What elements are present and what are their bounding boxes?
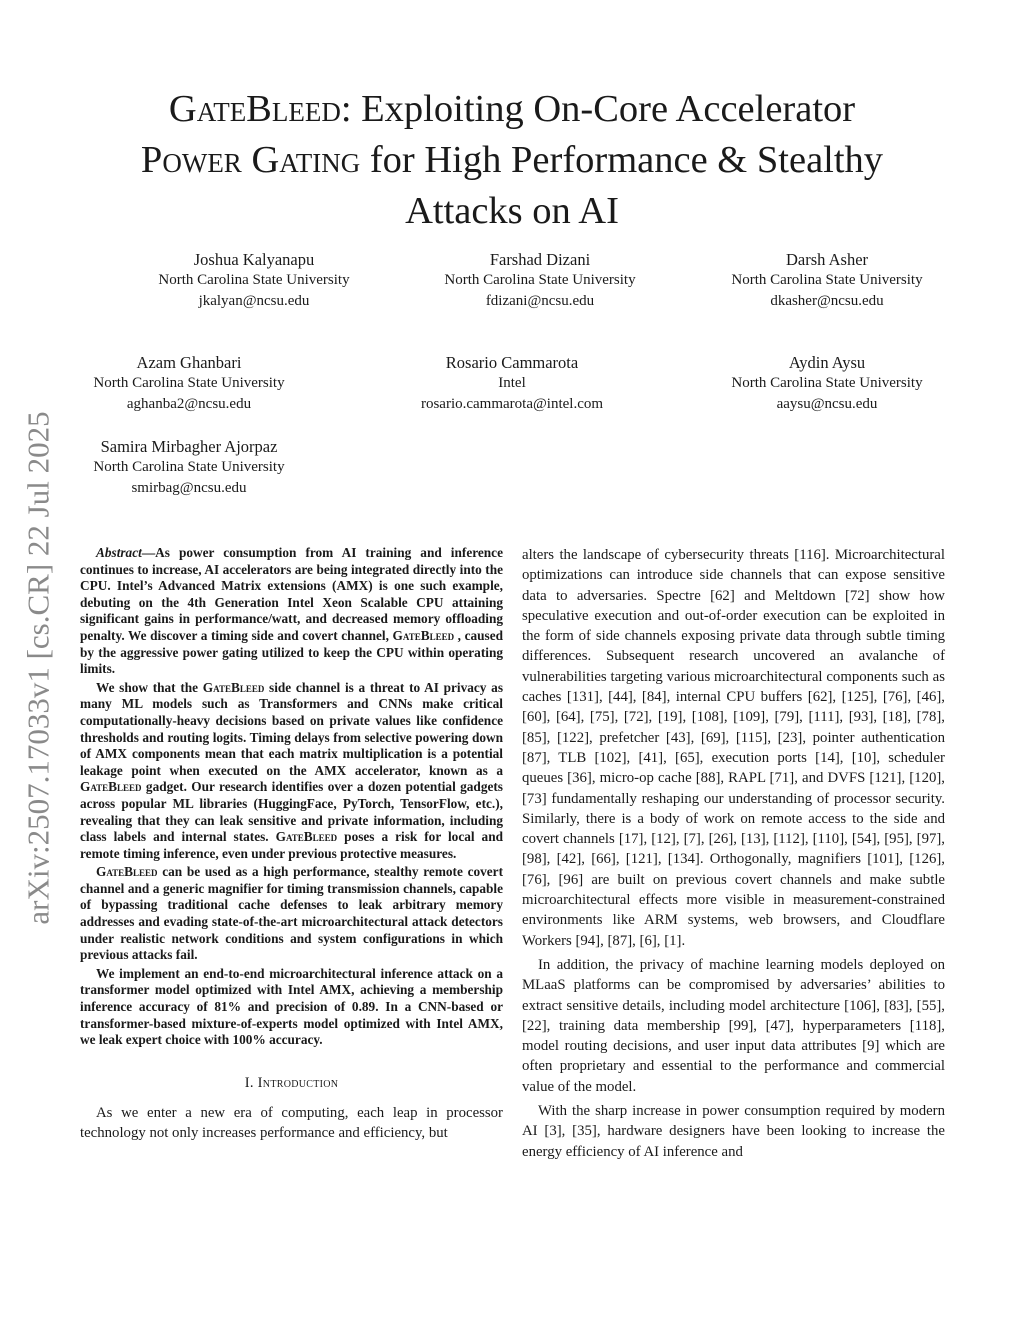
title-line-2: Power Gating for High Performance & Stealthy — [140, 139, 884, 181]
author-email: smirbag@ncsu.edu — [131, 480, 247, 496]
author-block — [78, 436, 300, 499]
author-block — [716, 352, 938, 415]
author-block — [143, 249, 365, 312]
left-column — [80, 545, 503, 1144]
author-block — [429, 249, 651, 312]
author-affiliation: North Carolina State University — [93, 459, 285, 475]
author-block — [716, 249, 938, 312]
body-paragraph: In addition, the privacy of machine learning models deployed on MLaaS platforms can be compromised by adversaries’ abilities to extract sensitive details, including model architecture [106], [83], [55], [22], training data membership [99], [47], hyperparameters [118], model routing decisions, and user input data attributes [9] which are often proprietary and essential to the performance and commercial value of the model. — [522, 956, 945, 1095]
abstract-paragraph: Abstract—As power consumption from AI training and inference continues to increase, AI accelerators are being integrated directly into the CPU. Intel’s Advanced Matrix extensions (AMX) is one such example, debuting on the 4th Generation Intel Xeon Scalable CPU attaining significant gains in performance/watt, and decreased memory offloading penalty. We discover a timing side and covert channel, GateBleed , caused by the aggressive power gating utilized to keep the CPU within operating limits. — [80, 545, 503, 677]
author-name: Farshad Dizani — [489, 250, 591, 269]
author-block — [400, 352, 624, 415]
author-affiliation: North Carolina State University — [444, 272, 636, 288]
author-affiliation: North Carolina State University — [158, 272, 350, 288]
author-email: rosario.cammarota@intel.com — [420, 396, 604, 412]
author-affiliation: Intel — [498, 375, 526, 391]
section-heading: I. Introduction — [244, 1074, 339, 1091]
abstract-paragraph: GateBleed can be used as a high performance, stealthy remote covert channel and a generic magnifier for timing transmission channels, capable of bypassing traditional cache defenses to leak arbitrary memory addresses and evading state-of-the-art microarchitectural attack detectors under realistic network conditions and system configurations in which previous attacks fail. — [80, 864, 503, 963]
right-column — [522, 545, 945, 1166]
arxiv-identifier — [18, 378, 60, 958]
author-name: Rosario Cammarota — [445, 353, 579, 372]
body-paragraph: As we enter a new era of computing, each leap in processor technology not only increases performance and efficiency, but — [80, 1105, 503, 1142]
author-name: Aydin Aysu — [788, 353, 866, 372]
abstract-paragraph: We show that the GateBleed side channel is a threat to AI privacy as many ML models such as Transformers and CNNs make critical computationally-heavy decisions based on private values like confidence thresholds and routing logits. Timing delays from selective powering down of AMX components mean that each matrix multiplication is a potential leakage point when executed on the AMX accelerator, known as a GateBleed gadget. Our research identifies over a dozen potential gadgets across popular ML libraries (HuggingFace, PyTorch, TensorFlow, etc.), revealing that they can leak sensitive and private information, including class labels and internal states. GateBleed poses a risk for local and remote timing inference, even under previous protective measures. — [80, 679, 503, 861]
author-name: Darsh Asher — [785, 250, 869, 269]
abstract-paragraph: We implement an end-to-end microarchitectural inference attack on a transformer model optimized with Intel AMX, achieving a membership inference accuracy of 81% and precision of 0.89. In a CNN-based or transformer-based mixture-of-experts model optimized with Intel AMX, we leak expert choice with 100% accuracy. — [80, 965, 503, 1048]
author-name: Joshua Kalyanapu — [193, 250, 315, 269]
author-block — [78, 352, 300, 415]
body-paragraph: alters the landscape of cybersecurity threats [116]. Microarchitectural optimizations can introduce side channels that can expose sensitive data to adversaries. Spectre [62] and Meltdown [72] show how speculative execution and out-of-order execution can be exploited in the form of side channels exposing private data through subtle timing differences. Subsequent research uncovered an avalanche of vulnerabilities targeting various microarchitectural components such as caches [131], [44], [84], internal CPU buffers [62], [125], [76], [46], [60], [64], [75], [72], [19], [108], [109], [79], [111], [93], [18], [78], [85], [122], prefetcher [43], [69], [115], [23], pointer authentication [87], TLB [102], [41], [65], execution ports [14], [10], scheduler queues [36], micro-op cache [88], RAPL [71], and DVFS [121], [120], [73] fundamentally reshaping our understanding of processor security. Similarly, there is a body of work on remote access to the side and covert channels [17], [12], [7], [26], [13], [112], [110], [54], [95], [97], [98], [42], [66], [121], [134]. Orthogonally, magnifiers [101], [126], [76], [96] are built on previous covert channels and make subtle microarchitectural effects more visible in measurement-constrained environments like ARM systems, web browsers, and Cloudflare Workers [94], [87], [6], [1]. — [522, 547, 945, 949]
author-email: fdizani@ncsu.edu — [485, 293, 595, 309]
title-line-3: Attacks on AI — [405, 190, 619, 232]
author-email: aghanba2@ncsu.edu — [126, 396, 252, 412]
paper-title — [80, 84, 944, 237]
author-name: Azam Ghanbari — [136, 353, 242, 372]
author-email: jkalyan@ncsu.edu — [198, 293, 310, 309]
author-affiliation: North Carolina State University — [93, 375, 285, 391]
arxiv-identifier-text: arXiv:2507.17033v1 [cs.CR] 22 Jul 2025 — [21, 411, 57, 925]
author-email: dkasher@ncsu.edu — [770, 293, 884, 309]
author-email: aaysu@ncsu.edu — [776, 396, 878, 412]
title-line-1: GateBleed: Exploiting On-Core Accelerator — [168, 88, 856, 130]
body-paragraph: With the sharp increase in power consumption required by modern AI [3], [35], hardware designers have been looking to increase the energy efficiency of AI inference and — [522, 1103, 945, 1160]
author-name: Samira Mirbagher Ajorpaz — [100, 437, 278, 456]
author-affiliation: North Carolina State University — [731, 272, 923, 288]
author-affiliation: North Carolina State University — [731, 375, 923, 391]
abstract — [80, 545, 503, 1049]
